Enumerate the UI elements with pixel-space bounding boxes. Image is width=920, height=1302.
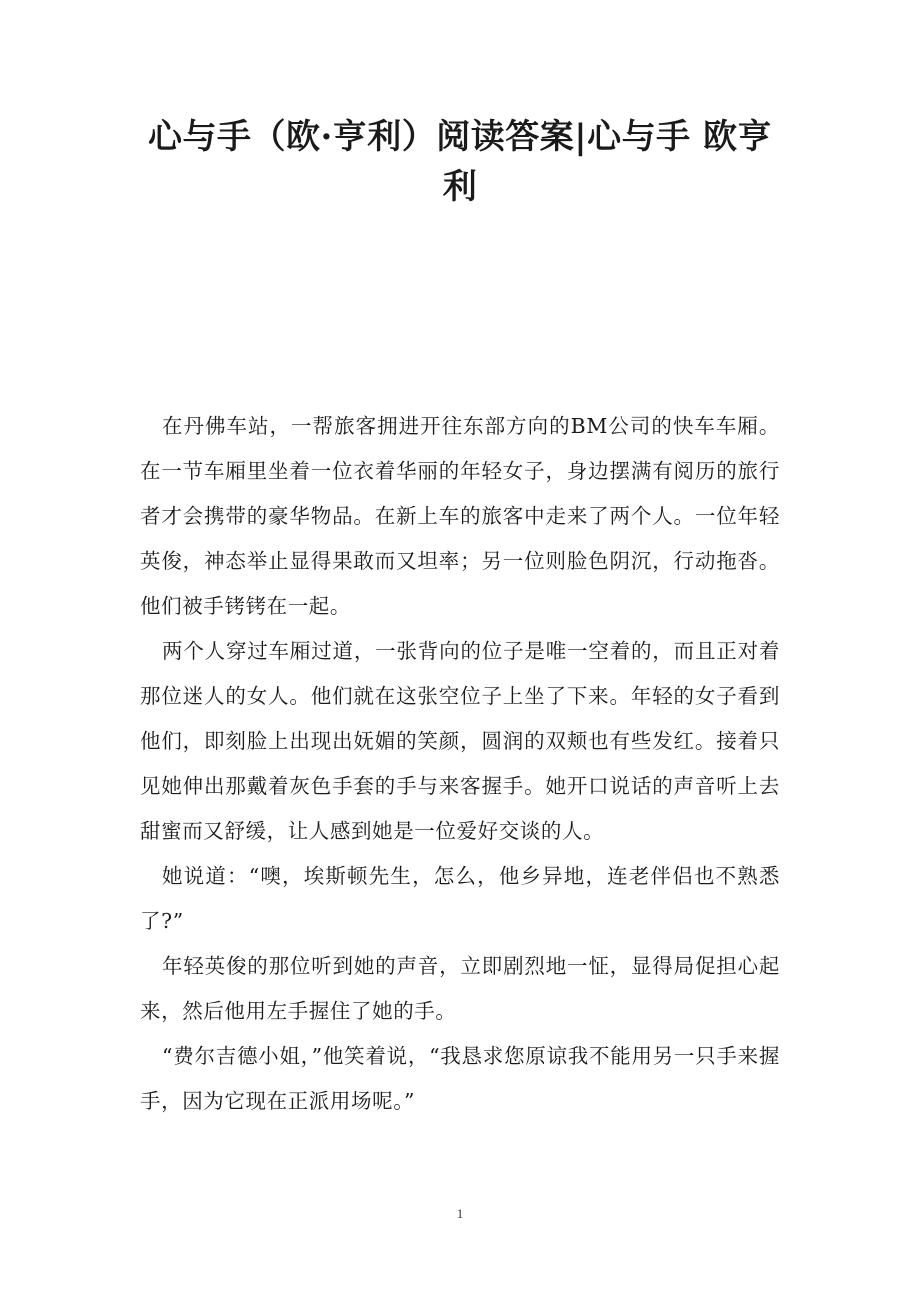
paragraph: “费尔吉德小姐，”他笑着说，“我恳求您原谅我不能用另一只手来握手，因为它现在正派用场呢。”	[140, 1044, 780, 1113]
page-number: 1	[456, 1206, 464, 1221]
document-title: 心与手（欧·亨利）阅读答案|心与手 欧亨利	[147, 117, 773, 207]
paragraph: 在丹佛车站，一帮旅客拥进开往东部方向的BM公司的快车车厢。在一节车厢里坐着一位衣着华丽的年轻女子，身边摆满有阅历的旅行者才会携带的豪华物品。在新上车的旅客中走来了两个人。一位年轻英俊，神态举止显得果敢而又坦率；另一位则脸色阴沉，行动拖沓。他们被手铐铐在一起。	[140, 414, 780, 618]
paragraph: 她说道：“噢，埃斯顿先生，怎么，他乡异地，连老伴侣也不熟悉了?”	[140, 864, 780, 933]
document-body	[140, 404, 780, 1124]
paragraph: 两个人穿过车厢过道，一张背向的位子是唯一空着的，而且正对着那位迷人的女人。他们就在这张空位子上坐了下来。年轻的女子看到他们，即刻脸上出现出妩媚的笑颜，圆润的双颊也有些发红。接着只见她伸出那戴着灰色手套的手与来客握手。她开口说话的声音听上去甜蜜而又舒缓，让人感到她是一位爱好交谈的人。	[140, 639, 780, 843]
paragraph: 年轻英俊的那位听到她的声音，立即剧烈地一怔，显得局促担心起来，然后他用左手握住了她的手。	[140, 954, 780, 1023]
